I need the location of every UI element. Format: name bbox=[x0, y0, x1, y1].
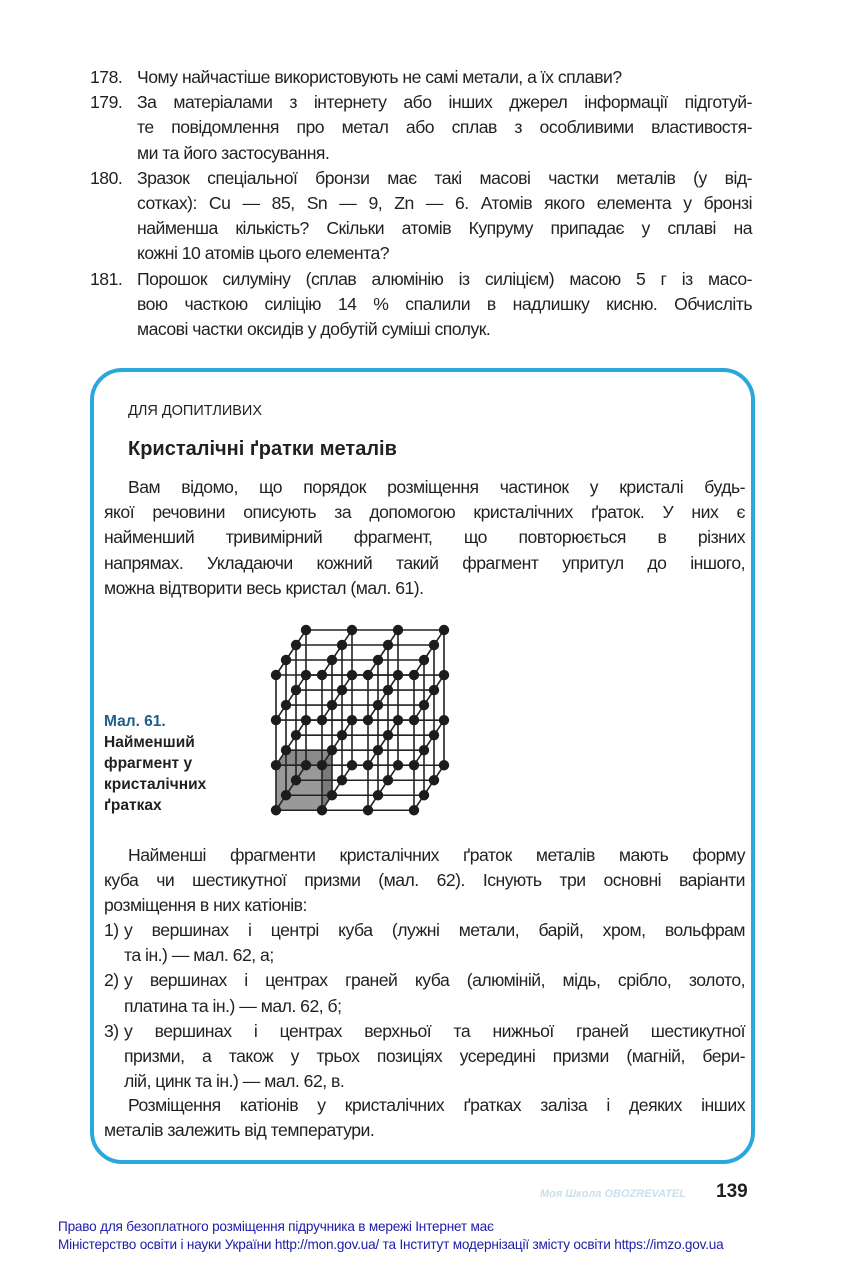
footer-line: Міністерство освіти і науки України http://mon.gov.ua/ та Інститут модернізації змісту освіти https://imzo.gov.ua bbox=[58, 1237, 724, 1252]
text-line: призми, а також у трьох позиціях усередині призми (магній, бери- bbox=[124, 1046, 745, 1067]
text-line: металів залежить від температури. bbox=[104, 1120, 375, 1141]
lattice-atom bbox=[363, 715, 373, 725]
lattice-atom bbox=[281, 745, 291, 755]
lattice-atom bbox=[429, 640, 439, 650]
lattice-atom bbox=[347, 625, 357, 635]
page-number: 139 bbox=[716, 1181, 748, 1202]
text-line: якої речовини описують за допомогою кристалічних ґраток. У них є bbox=[104, 502, 745, 523]
cation-arrangement-list bbox=[104, 918, 745, 1094]
lattice-atom bbox=[439, 670, 449, 680]
lattice-atom bbox=[393, 670, 403, 680]
lattice-atom bbox=[373, 655, 383, 665]
text-line: масові частки оксидів у добутій суміші сполук. bbox=[137, 319, 491, 340]
lattice-atom bbox=[301, 715, 311, 725]
lattice-atom bbox=[429, 685, 439, 695]
text-line: Зразок спеціальної бронзи має такі масові частки металів (у від- bbox=[137, 167, 752, 188]
lattice-atom bbox=[439, 715, 449, 725]
lattice-atom bbox=[429, 730, 439, 740]
crystal-lattice-figure bbox=[266, 617, 456, 817]
lattice-atom bbox=[347, 670, 357, 680]
list-item bbox=[104, 968, 745, 1018]
lattice-atom bbox=[419, 790, 429, 800]
lattice-atom bbox=[317, 670, 327, 680]
lattice-atom bbox=[373, 745, 383, 755]
lattice-atom bbox=[271, 715, 281, 725]
lattice-atom bbox=[317, 760, 327, 770]
lattice-atom bbox=[363, 805, 373, 815]
exercise-item bbox=[90, 65, 752, 90]
watermark: Моя Школа OBOZREVATEL bbox=[540, 1188, 686, 1200]
lattice-atom bbox=[281, 700, 291, 710]
item-number: 3) bbox=[104, 1020, 119, 1041]
text-line: кожні 10 атомів цього елемента? bbox=[137, 243, 390, 264]
lattice-atom bbox=[373, 700, 383, 710]
lattice-atom bbox=[383, 730, 393, 740]
text-line: платина та ін.) — мал. 62, б; bbox=[124, 995, 342, 1016]
lattice-atom bbox=[281, 655, 291, 665]
lattice-atom bbox=[317, 715, 327, 725]
lattice-atom bbox=[409, 670, 419, 680]
lattice-atom bbox=[347, 760, 357, 770]
item-number: 1) bbox=[104, 920, 119, 940]
lattice-atom bbox=[301, 625, 311, 635]
lattice-atom bbox=[383, 775, 393, 785]
text-line: Вам відомо, що порядок розміщення частинок у кристалі будь- bbox=[128, 477, 745, 497]
text-line: розміщення в них катіонів: bbox=[104, 895, 307, 916]
list-item bbox=[104, 918, 745, 968]
exercise-item bbox=[90, 166, 752, 267]
exercise-item bbox=[90, 267, 752, 343]
lattice-atom bbox=[439, 760, 449, 770]
paragraph-fragments bbox=[104, 843, 745, 919]
lattice-atom bbox=[271, 805, 281, 815]
lattice-atom bbox=[317, 805, 327, 815]
lattice-atom bbox=[419, 655, 429, 665]
lattice-atom bbox=[393, 715, 403, 725]
lattice-atom bbox=[409, 715, 419, 725]
item-number: 179. bbox=[90, 92, 123, 113]
item-number: 180. bbox=[90, 167, 123, 188]
item-number: 178. bbox=[90, 67, 123, 87]
text-line: ми та його застосування. bbox=[137, 142, 330, 163]
text-line: можна відтворити весь кристал (мал. 61). bbox=[104, 577, 424, 598]
lattice-atom bbox=[291, 685, 301, 695]
list-item bbox=[104, 1019, 745, 1095]
figure-label: Мал. 61. bbox=[104, 713, 166, 730]
lattice-atom bbox=[337, 730, 347, 740]
lattice-atom bbox=[291, 730, 301, 740]
text-line: у вершинах і центрі куба (лужні метали, барій, хром, вольфрам bbox=[124, 920, 745, 940]
lattice-atom bbox=[271, 670, 281, 680]
text-line: напрямах. Укладаючи кожний такий фрагмент упритул до іншого, bbox=[104, 552, 745, 573]
caption-line: кристалічних bbox=[104, 776, 207, 793]
footer-license bbox=[58, 1218, 724, 1254]
item-number: 181. bbox=[90, 268, 123, 289]
lattice-atom bbox=[327, 655, 337, 665]
text-line: За матеріалами з інтернету або інших джерел інформації підготуй- bbox=[137, 92, 752, 113]
exercise-list bbox=[90, 65, 752, 342]
text-line: найменша кількість? Скільки атомів Купруму припадає у сплаві на bbox=[137, 218, 752, 239]
lattice-atom bbox=[347, 715, 357, 725]
paragraph-intro bbox=[104, 475, 745, 601]
caption-line: Найменший bbox=[104, 734, 195, 751]
text-line: куба чи шестикутної призми (мал. 62). Існують три основні варіанти bbox=[104, 870, 745, 891]
text-line: Найменші фрагменти кристалічних ґраток металів мають форму bbox=[128, 845, 745, 865]
lattice-atom bbox=[301, 670, 311, 680]
lattice-atom bbox=[393, 625, 403, 635]
text-line: Чому найчастіше використовують не самі метали, а їх сплави? bbox=[137, 67, 622, 87]
lattice-atom bbox=[363, 670, 373, 680]
lattice-atom bbox=[383, 685, 393, 695]
item-number: 2) bbox=[104, 970, 119, 991]
lattice-atom bbox=[327, 745, 337, 755]
text-line: те повідомлення про метал або сплав з особливими властивостя- bbox=[137, 117, 752, 138]
lattice-atom bbox=[383, 640, 393, 650]
text-line: у вершинах і центрах граней куба (алюміній, мідь, срібло, золото, bbox=[124, 970, 745, 991]
lattice-atom bbox=[419, 745, 429, 755]
text-line: Порошок силуміну (сплав алюмінію із силіцієм) масою 5 г із масо- bbox=[137, 268, 752, 289]
text-line: найменший тривимірний фрагмент, що повторюється в різних bbox=[104, 527, 745, 548]
lattice-atom bbox=[291, 775, 301, 785]
unit-cell-front-face bbox=[276, 765, 322, 810]
lattice-atom bbox=[409, 805, 419, 815]
lattice-atom bbox=[281, 790, 291, 800]
box-title: Кристалічні ґратки металів bbox=[128, 438, 397, 460]
text-line: сотках): Cu — 85, Sn — 9, Zn — 6. Атомів якого елемента у бронзі bbox=[137, 193, 752, 214]
text-line: у вершинах і центрах верхньої та нижньої граней шестикутної bbox=[124, 1020, 745, 1041]
lattice-atom bbox=[363, 760, 373, 770]
lattice-atom bbox=[327, 790, 337, 800]
text-line: Розміщення катіонів у кристалічних ґратках заліза і деяких інших bbox=[128, 1095, 745, 1115]
footer-line: Право для безоплатного розміщення підручника в мережі Інтернет має bbox=[58, 1219, 494, 1234]
figure-caption bbox=[104, 711, 206, 816]
text-line: вою часткою силіцію 14 % спалили в надлишку кисню. Обчисліть bbox=[137, 293, 752, 314]
lattice-atom bbox=[291, 640, 301, 650]
lattice-atom bbox=[393, 760, 403, 770]
text-line: лій, цинк та ін.) — мал. 62, в. bbox=[124, 1071, 345, 1092]
text-line: та ін.) — мал. 62, а; bbox=[124, 945, 274, 966]
lattice-atom bbox=[337, 775, 347, 785]
box-label: ДЛЯ ДОПИТЛИВИХ bbox=[128, 403, 263, 419]
paragraph-temperature bbox=[104, 1093, 745, 1143]
lattice-atom bbox=[429, 775, 439, 785]
exercise-item bbox=[90, 90, 752, 166]
lattice-atom bbox=[271, 760, 281, 770]
lattice-atom bbox=[337, 640, 347, 650]
lattice-atom bbox=[301, 760, 311, 770]
caption-line: ґратках bbox=[104, 797, 162, 814]
lattice-atom bbox=[439, 625, 449, 635]
lattice-atom bbox=[409, 760, 419, 770]
info-box-for-curious bbox=[90, 368, 755, 1164]
lattice-atom bbox=[419, 700, 429, 710]
lattice-atom bbox=[327, 700, 337, 710]
lattice-atom bbox=[373, 790, 383, 800]
caption-line: фрагмент у bbox=[104, 755, 193, 772]
lattice-atom bbox=[337, 685, 347, 695]
